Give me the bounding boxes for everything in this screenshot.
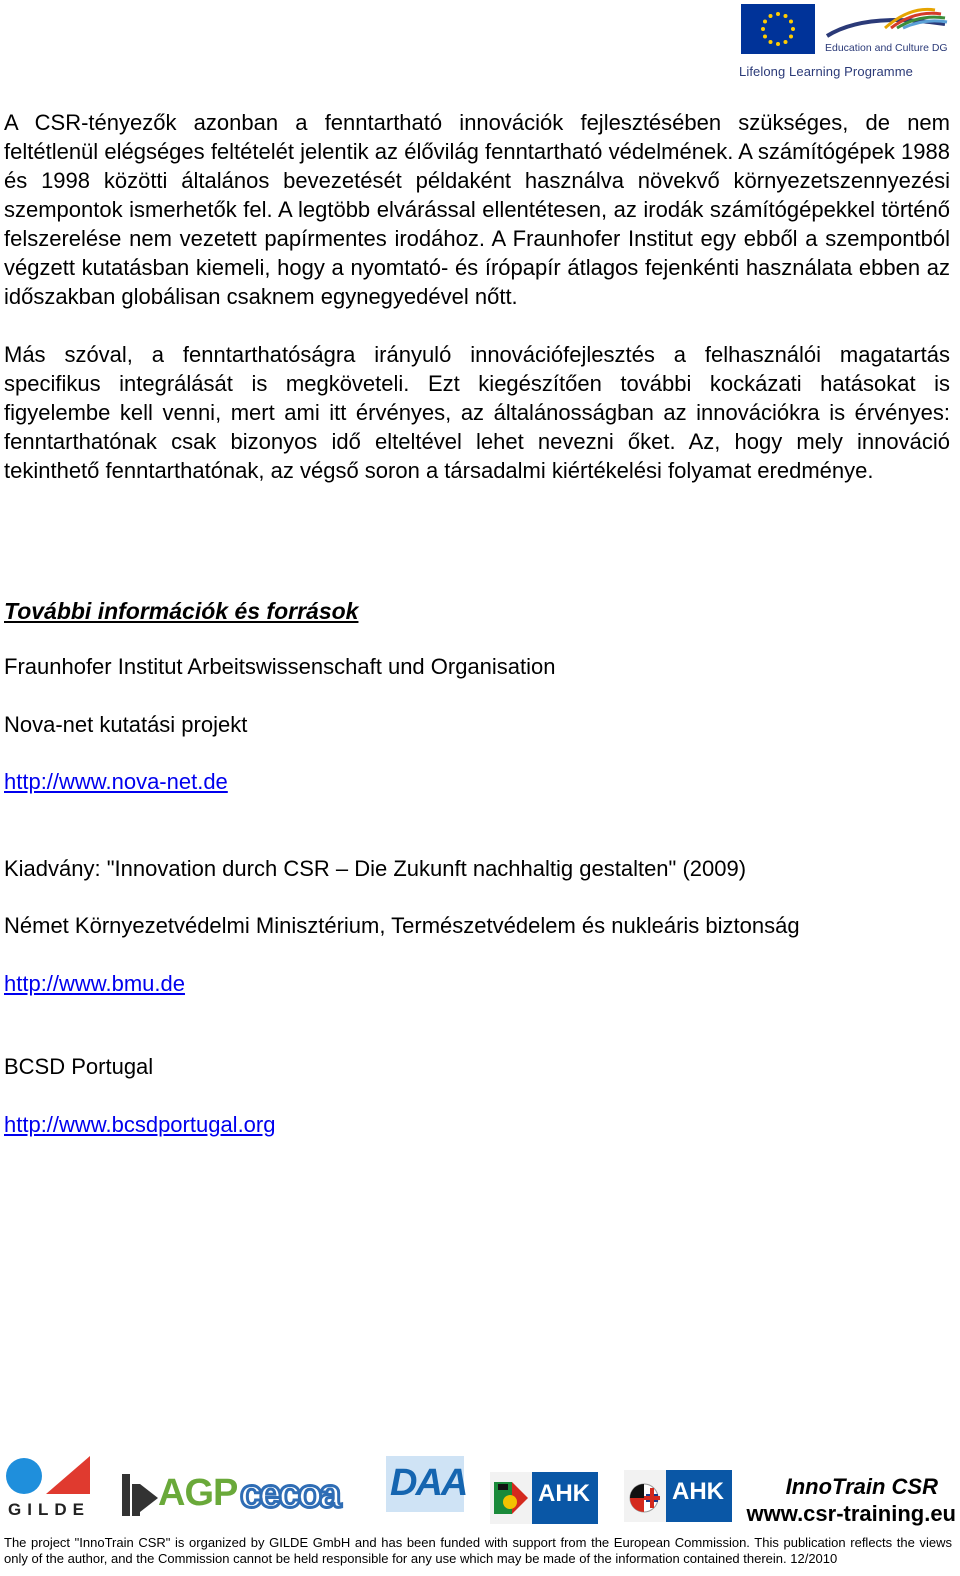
lifelong-learning-logo: [739, 4, 951, 82]
programme-label: Lifelong Learning Programme: [739, 64, 913, 79]
dg-label: Education and Culture DG: [825, 42, 948, 54]
portugal-germany-flag-icon: [490, 1472, 532, 1524]
agp-mark-icon: [120, 1470, 160, 1518]
funding-disclaimer: The project "InnoTrain CSR" is organized by GILDE GmbH and has been funded with support from the European Commission. This publication reflects the views only of the author, and the Commission cannot be held responsible for any use which may be made of the information contained therein. 12/2010: [4, 1535, 952, 1566]
innotrain-url: www.csr-training.eu: [746, 1501, 956, 1526]
innotrain-title: InnoTrain CSR: [785, 1474, 938, 1499]
ahk-uk-logo: [624, 1470, 732, 1522]
ahk-label-1: AHK: [538, 1480, 590, 1507]
agp-label: AGP: [158, 1472, 238, 1514]
body-text: [4, 108, 950, 485]
paragraph-1: A CSR-tényezők azonban a fenntartható innovációk fejlesztésében szükséges, de nem feltétlenül elégséges feltételét jelentik az élővilág fenntartható védelmének. A számítógépek 1988 és 1998 közötti általános bevezetését példaként használva növekvő környezetszennyezési szempontok ismerhetők fel. A legtöbb elvárással ellentétesen, az irodák számítógépekkel történő felszerelése nem vezetett papírmentes irodához. A Fraunhofer Institut egy ebből a szempontból végzett kutatásban kiemeli, hogy a nyomtató- és írópapír átlagos fejenkénti használata ebben az időszakban globálisan csaknem egynegyedével nőtt.: [4, 110, 950, 309]
cecoa-label: cecoa: [240, 1472, 339, 1516]
gilde-label: GILDE: [8, 1500, 90, 1519]
daa-label: DAA: [390, 1462, 467, 1504]
reference-novanet: Nova-net kutatási projekt: [4, 712, 248, 737]
ahk-portugal-logo: [490, 1472, 598, 1524]
reference-ministry: Német Környezetvédelmi Minisztérium, Természetvédelem és nukleáris biztonság: [4, 913, 800, 938]
daa-logo: [386, 1456, 467, 1512]
bmu-link[interactable]: http://www.bmu.de: [4, 971, 185, 996]
reference-bcsd: BCSD Portugal: [4, 1054, 154, 1079]
education-culture-swoosh-icon: [825, 6, 949, 46]
gilde-triangle-icon: [46, 1456, 90, 1494]
agp-logo: [120, 1470, 238, 1520]
paragraph-2: Más szóval, a fenntarthatóságra irányuló innovációfejlesztés a felhasználói magatartás specifikus integrálását is megköveteli. Ezt kiegészítően további kockázati hatásokat is figyelembe kell venni, mert ami itt érvényes, az általánosságban az innovációkra is érvényes: fenntarthatónak csak bizonyos idő elteltével lehet nevezni őket. Az, hogy mely innováció tekinthető fenntarthatónak, az végső soron a társadalmi kiértékelési folyamat eredménye.: [4, 342, 950, 483]
cecoa-logo: [240, 1472, 364, 1516]
gilde-circle-icon: [6, 1458, 42, 1494]
section-heading: További információk és források: [4, 598, 359, 624]
reference-fraunhofer: Fraunhofer Institut Arbeitswissenschaft und Organisation: [4, 654, 556, 679]
reference-publication: Kiadvány: "Innovation durch CSR – Die Zukunft nachhaltig gestalten" (2009): [4, 856, 747, 881]
germany-uk-flag-icon: [624, 1470, 666, 1522]
novanet-link[interactable]: http://www.nova-net.de: [4, 769, 228, 794]
gilde-logo: [6, 1456, 96, 1520]
innotrain-branding: [747, 1474, 956, 1528]
eu-flag-icon: [741, 4, 815, 54]
ahk-label-2: AHK: [672, 1478, 724, 1505]
bcsd-link[interactable]: http://www.bcsdportugal.org: [4, 1112, 276, 1137]
